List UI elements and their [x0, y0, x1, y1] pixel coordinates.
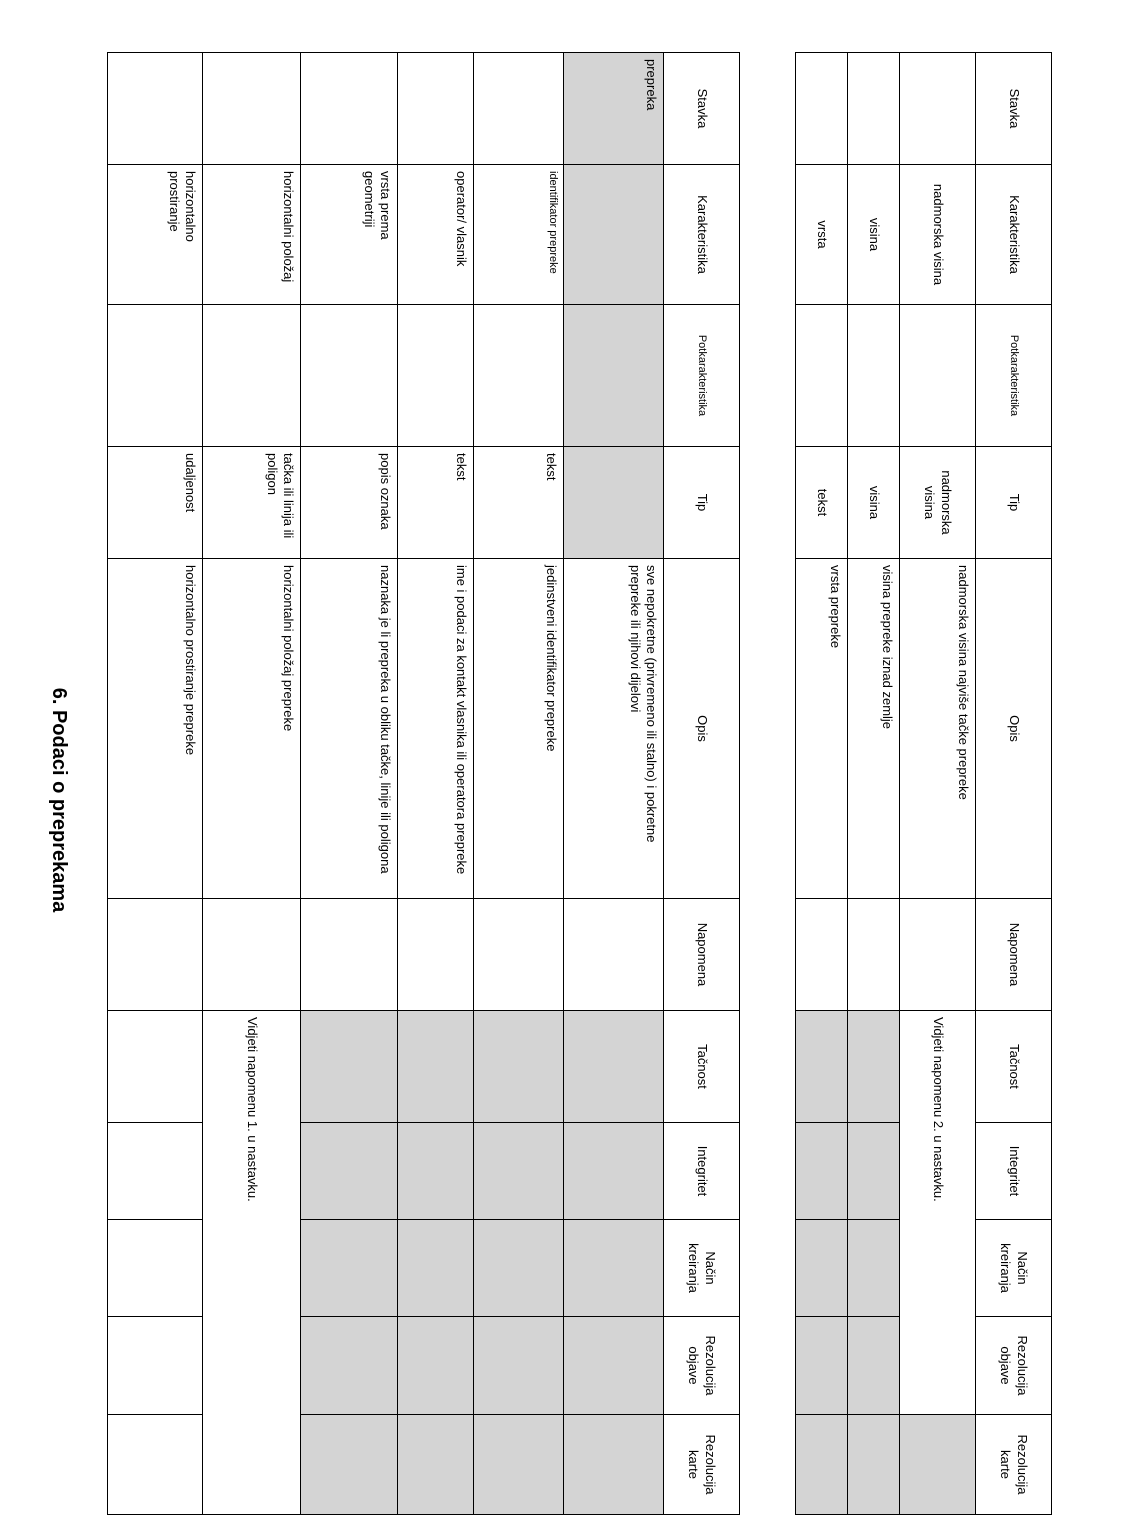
shaded-cell	[301, 1317, 398, 1415]
shaded-cell	[301, 1011, 398, 1123]
note-cell: Vidjeti napomenu 1. u nastavku.	[203, 1011, 301, 1515]
shaded-cell	[564, 1415, 664, 1515]
obstacle-table-2	[795, 52, 1052, 1515]
table2-header-row	[976, 53, 1052, 1515]
potkarakteristika-cell	[564, 305, 664, 447]
header-rez-objave: Rezolucija objave	[664, 1317, 740, 1415]
shaded-cell	[474, 1220, 564, 1317]
header-karakteristika: Karakteristika	[976, 165, 1052, 305]
napomena-cell	[203, 899, 301, 1011]
table-row	[203, 53, 301, 1515]
shaded-cell	[398, 1220, 474, 1317]
shaded-cell	[796, 1317, 848, 1415]
shaded-cell	[398, 1317, 474, 1415]
header-tacnost: Tačnost	[976, 1011, 1052, 1123]
opis-cell: visina prepreke iznad zemlje	[848, 559, 900, 899]
karakteristika-cell: nadmorska visina	[900, 165, 976, 305]
shaded-cell	[848, 1220, 900, 1317]
shaded-cell	[301, 1415, 398, 1515]
header-integritet: Integritet	[664, 1123, 740, 1220]
potkarakteristika-cell	[203, 305, 301, 447]
napomena-cell	[398, 899, 474, 1011]
napomena-cell	[474, 899, 564, 1011]
karakteristika-cell: horizontalni položaj	[203, 165, 301, 305]
opis-cell: vrsta prepreke	[796, 559, 848, 899]
header-nacin: Način kreiranja	[976, 1220, 1052, 1317]
napomena-cell	[900, 899, 976, 1011]
tip-cell: tačka ili linija ili poligon	[203, 447, 301, 559]
tip-cell: visina	[848, 447, 900, 559]
shaded-cell	[474, 1317, 564, 1415]
karakteristika-cell: vrsta prema geometriji	[301, 165, 398, 305]
karakteristika-cell: horizontalno prostiranje	[108, 165, 203, 305]
header-tacnost: Tačnost	[664, 1011, 740, 1123]
shaded-cell	[900, 1415, 976, 1515]
napomena-cell	[564, 899, 664, 1011]
stavka-cell: prepreka	[564, 53, 664, 165]
shaded-cell	[474, 1415, 564, 1515]
karakteristika-cell: identifikator prepreke	[474, 165, 564, 305]
table-row	[108, 53, 203, 1515]
shaded-cell	[564, 1220, 664, 1317]
table-row	[564, 53, 664, 1515]
table-row	[900, 53, 976, 1515]
shaded-cell	[796, 1415, 848, 1515]
tip-cell: tekst	[474, 447, 564, 559]
empty-cell	[108, 1317, 203, 1415]
empty-cell	[108, 1011, 203, 1123]
tip-cell: tekst	[398, 447, 474, 559]
tip-cell: udaljenost	[108, 447, 203, 559]
karakteristika-cell: visina	[848, 165, 900, 305]
shaded-cell	[848, 1123, 900, 1220]
header-tip: Tip	[976, 447, 1052, 559]
tip-cell	[564, 447, 664, 559]
tip-cell: tekst	[796, 447, 848, 559]
napomena-cell	[108, 899, 203, 1011]
header-napomena: Napomena	[976, 899, 1052, 1011]
karakteristika-cell: vrsta	[796, 165, 848, 305]
karakteristika-cell: operator/ vlasnik	[398, 165, 474, 305]
page-title: 6. Podaci o preprekama	[48, 687, 70, 913]
note-cell: Vidjeti napomenu 2. u nastavku.	[900, 1011, 976, 1415]
opis-cell: sve nepokretne (privremeno ili stalno) i pokretne prepreke ili njihovi dijelovi	[564, 559, 664, 899]
karakteristika-cell	[564, 165, 664, 305]
potkarakteristika-cell	[796, 305, 848, 447]
opis-cell: jedinstveni identifikator prepreke	[474, 559, 564, 899]
potkarakteristika-cell	[108, 305, 203, 447]
napomena-cell	[301, 899, 398, 1011]
tip-cell: nadmorska visina	[900, 447, 976, 559]
shaded-cell	[474, 1123, 564, 1220]
table-row	[848, 53, 900, 1515]
table-row	[474, 53, 564, 1515]
shaded-cell	[564, 1011, 664, 1123]
header-stavka: Stavka	[976, 53, 1052, 165]
header-opis: Opis	[976, 559, 1052, 899]
header-integritet: Integritet	[976, 1123, 1052, 1220]
potkarakteristika-cell	[900, 305, 976, 447]
shaded-cell	[796, 1123, 848, 1220]
stavka-cell	[900, 53, 976, 165]
stavka-cell	[474, 53, 564, 165]
header-karakteristika: Karakteristika	[664, 165, 740, 305]
shaded-cell	[564, 1123, 664, 1220]
shaded-cell	[564, 1317, 664, 1415]
header-rez-karte: Rezolucija karte	[976, 1415, 1052, 1515]
stavka-cell	[203, 53, 301, 165]
shaded-cell	[398, 1415, 474, 1515]
shaded-cell	[796, 1220, 848, 1317]
shaded-cell	[848, 1317, 900, 1415]
shaded-cell	[398, 1011, 474, 1123]
shaded-cell	[848, 1415, 900, 1515]
header-napomena: Napomena	[664, 899, 740, 1011]
shaded-cell	[301, 1220, 398, 1317]
shaded-cell	[398, 1123, 474, 1220]
potkarakteristika-cell	[398, 305, 474, 447]
header-opis: Opis	[664, 559, 740, 899]
potkarakteristika-cell	[301, 305, 398, 447]
table1-header-row	[664, 53, 740, 1515]
potkarakteristika-cell	[848, 305, 900, 447]
potkarakteristika-cell	[474, 305, 564, 447]
napomena-cell	[796, 899, 848, 1011]
header-potkarakteristika: Potkarakteristika	[664, 305, 740, 447]
opis-cell: ime i podaci za kontakt vlasnika ili operatora prepreke	[398, 559, 474, 899]
empty-cell	[108, 1220, 203, 1317]
header-nacin: Način kreiranja	[664, 1220, 740, 1317]
table-row	[301, 53, 398, 1515]
stavka-cell	[398, 53, 474, 165]
napomena-cell	[848, 899, 900, 1011]
obstacle-table-1	[107, 52, 740, 1515]
shaded-cell	[301, 1123, 398, 1220]
stavka-cell	[108, 53, 203, 165]
shaded-cell	[474, 1011, 564, 1123]
tip-cell: popis oznaka	[301, 447, 398, 559]
opis-cell: nadmorska visina najviše tačke prepreke	[900, 559, 976, 899]
header-tip: Tip	[664, 447, 740, 559]
stavka-cell	[796, 53, 848, 165]
stavka-cell	[301, 53, 398, 165]
shaded-cell	[848, 1011, 900, 1123]
opis-cell: naznaka je li prepreka u obliku tačke, linije ili poligona	[301, 559, 398, 899]
empty-cell	[108, 1123, 203, 1220]
stavka-cell	[848, 53, 900, 165]
table-row	[398, 53, 474, 1515]
opis-cell: horizontalno prostiranje prepreke	[108, 559, 203, 899]
opis-cell: horizontalni položaj prepreke	[203, 559, 301, 899]
header-stavka: Stavka	[664, 53, 740, 165]
shaded-cell	[796, 1011, 848, 1123]
header-rez-karte: Rezolucija karte	[664, 1415, 740, 1515]
table-row	[796, 53, 848, 1515]
empty-cell	[108, 1415, 203, 1515]
header-potkarakteristika: Potkarakteristika	[976, 305, 1052, 447]
header-rez-objave: Rezolucija objave	[976, 1317, 1052, 1415]
